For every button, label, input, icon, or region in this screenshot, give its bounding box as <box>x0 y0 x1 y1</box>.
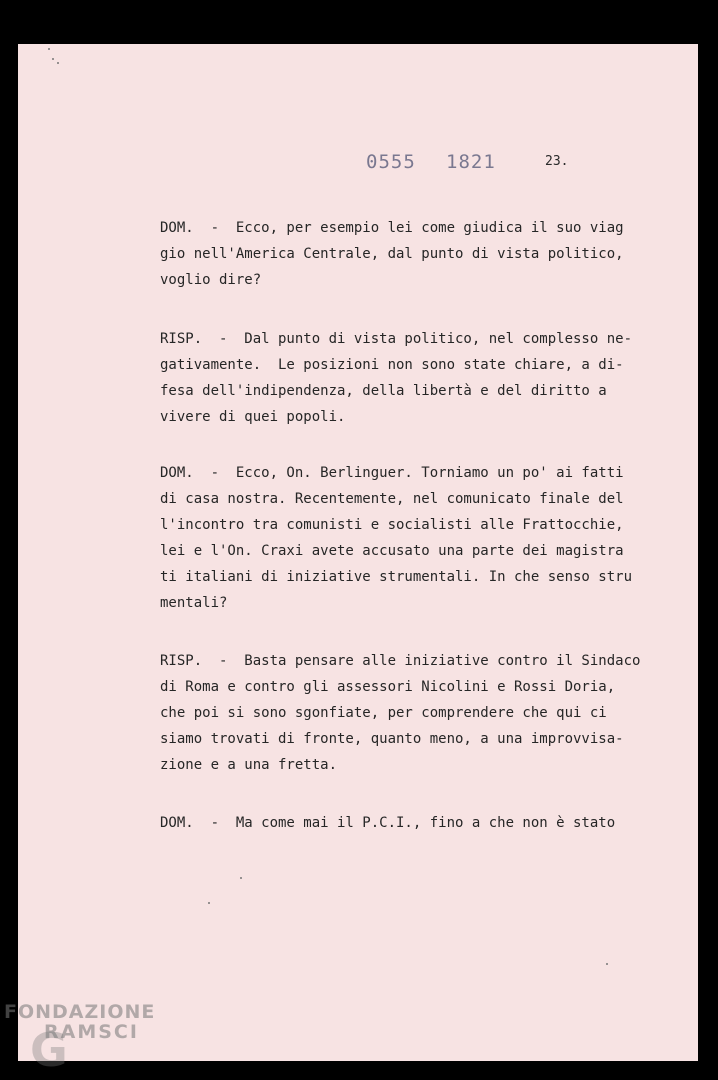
text-line: DOM. - Ecco, On. Berlinguer. Torniamo un po' ai fatti <box>160 465 624 481</box>
text-line: DOM. - Ecco, per esempio lei come giudica il suo viag <box>160 220 624 236</box>
text-line: di casa nostra. Recentemente, nel comunicato finale del <box>160 491 624 507</box>
paragraph-answer-2 <box>160 648 660 778</box>
text-line: voglio dire? <box>160 272 262 288</box>
page-number: 23. <box>545 154 569 169</box>
watermark-line-2: RAMSCI <box>44 1021 139 1043</box>
text-line: zione e a una fretta. <box>160 757 338 773</box>
text-line: che poi si sono sgonfiate, per comprendere che qui ci <box>160 705 607 721</box>
watermark-initial: G <box>30 1023 68 1077</box>
text-line: mentali? <box>160 595 228 611</box>
text-line: lei e l'On. Craxi avete accusato una parte dei magistra <box>160 543 624 559</box>
watermark-line-1: FONDAZIONE <box>4 1001 156 1023</box>
text-line: vivere di quei popoli. <box>160 409 346 425</box>
text-line: RISP. - Basta pensare alle iniziative contro il Sindaco <box>160 653 641 669</box>
text-line: l'incontro tra comunisti e socialisti alle Frattocchie, <box>160 517 624 533</box>
text-line: RISP. - Dal punto di vista politico, nel complesso ne- <box>160 331 633 347</box>
text-line: fesa dell'indipendenza, della libertà e del diritto a <box>160 383 607 399</box>
paragraph-question-2 <box>160 460 660 616</box>
text-line: DOM. - Ma come mai il P.C.I., fino a che non è stato <box>160 815 616 831</box>
text-line: di Roma e contro gli assessori Nicolini e Rossi Doria, <box>160 679 616 695</box>
archive-stamp-number-b: 1821 <box>446 151 496 173</box>
fondazione-gramsci-watermark <box>4 1001 184 1076</box>
text-line: ti italiani di iniziative strumentali. In che senso stru <box>160 569 633 585</box>
paragraph-question-3 <box>160 810 660 836</box>
paragraph-answer-1 <box>160 326 660 430</box>
text-line: gio nell'America Centrale, dal punto di vista politico, <box>160 246 624 262</box>
text-line: gativamente. Le posizioni non sono state chiare, a di- <box>160 357 624 373</box>
paragraph-question-1 <box>160 215 660 293</box>
archive-stamp-number-a: 0555 <box>366 151 416 173</box>
text-line: siamo trovati di fronte, quanto meno, a una improvvisa- <box>160 731 624 747</box>
